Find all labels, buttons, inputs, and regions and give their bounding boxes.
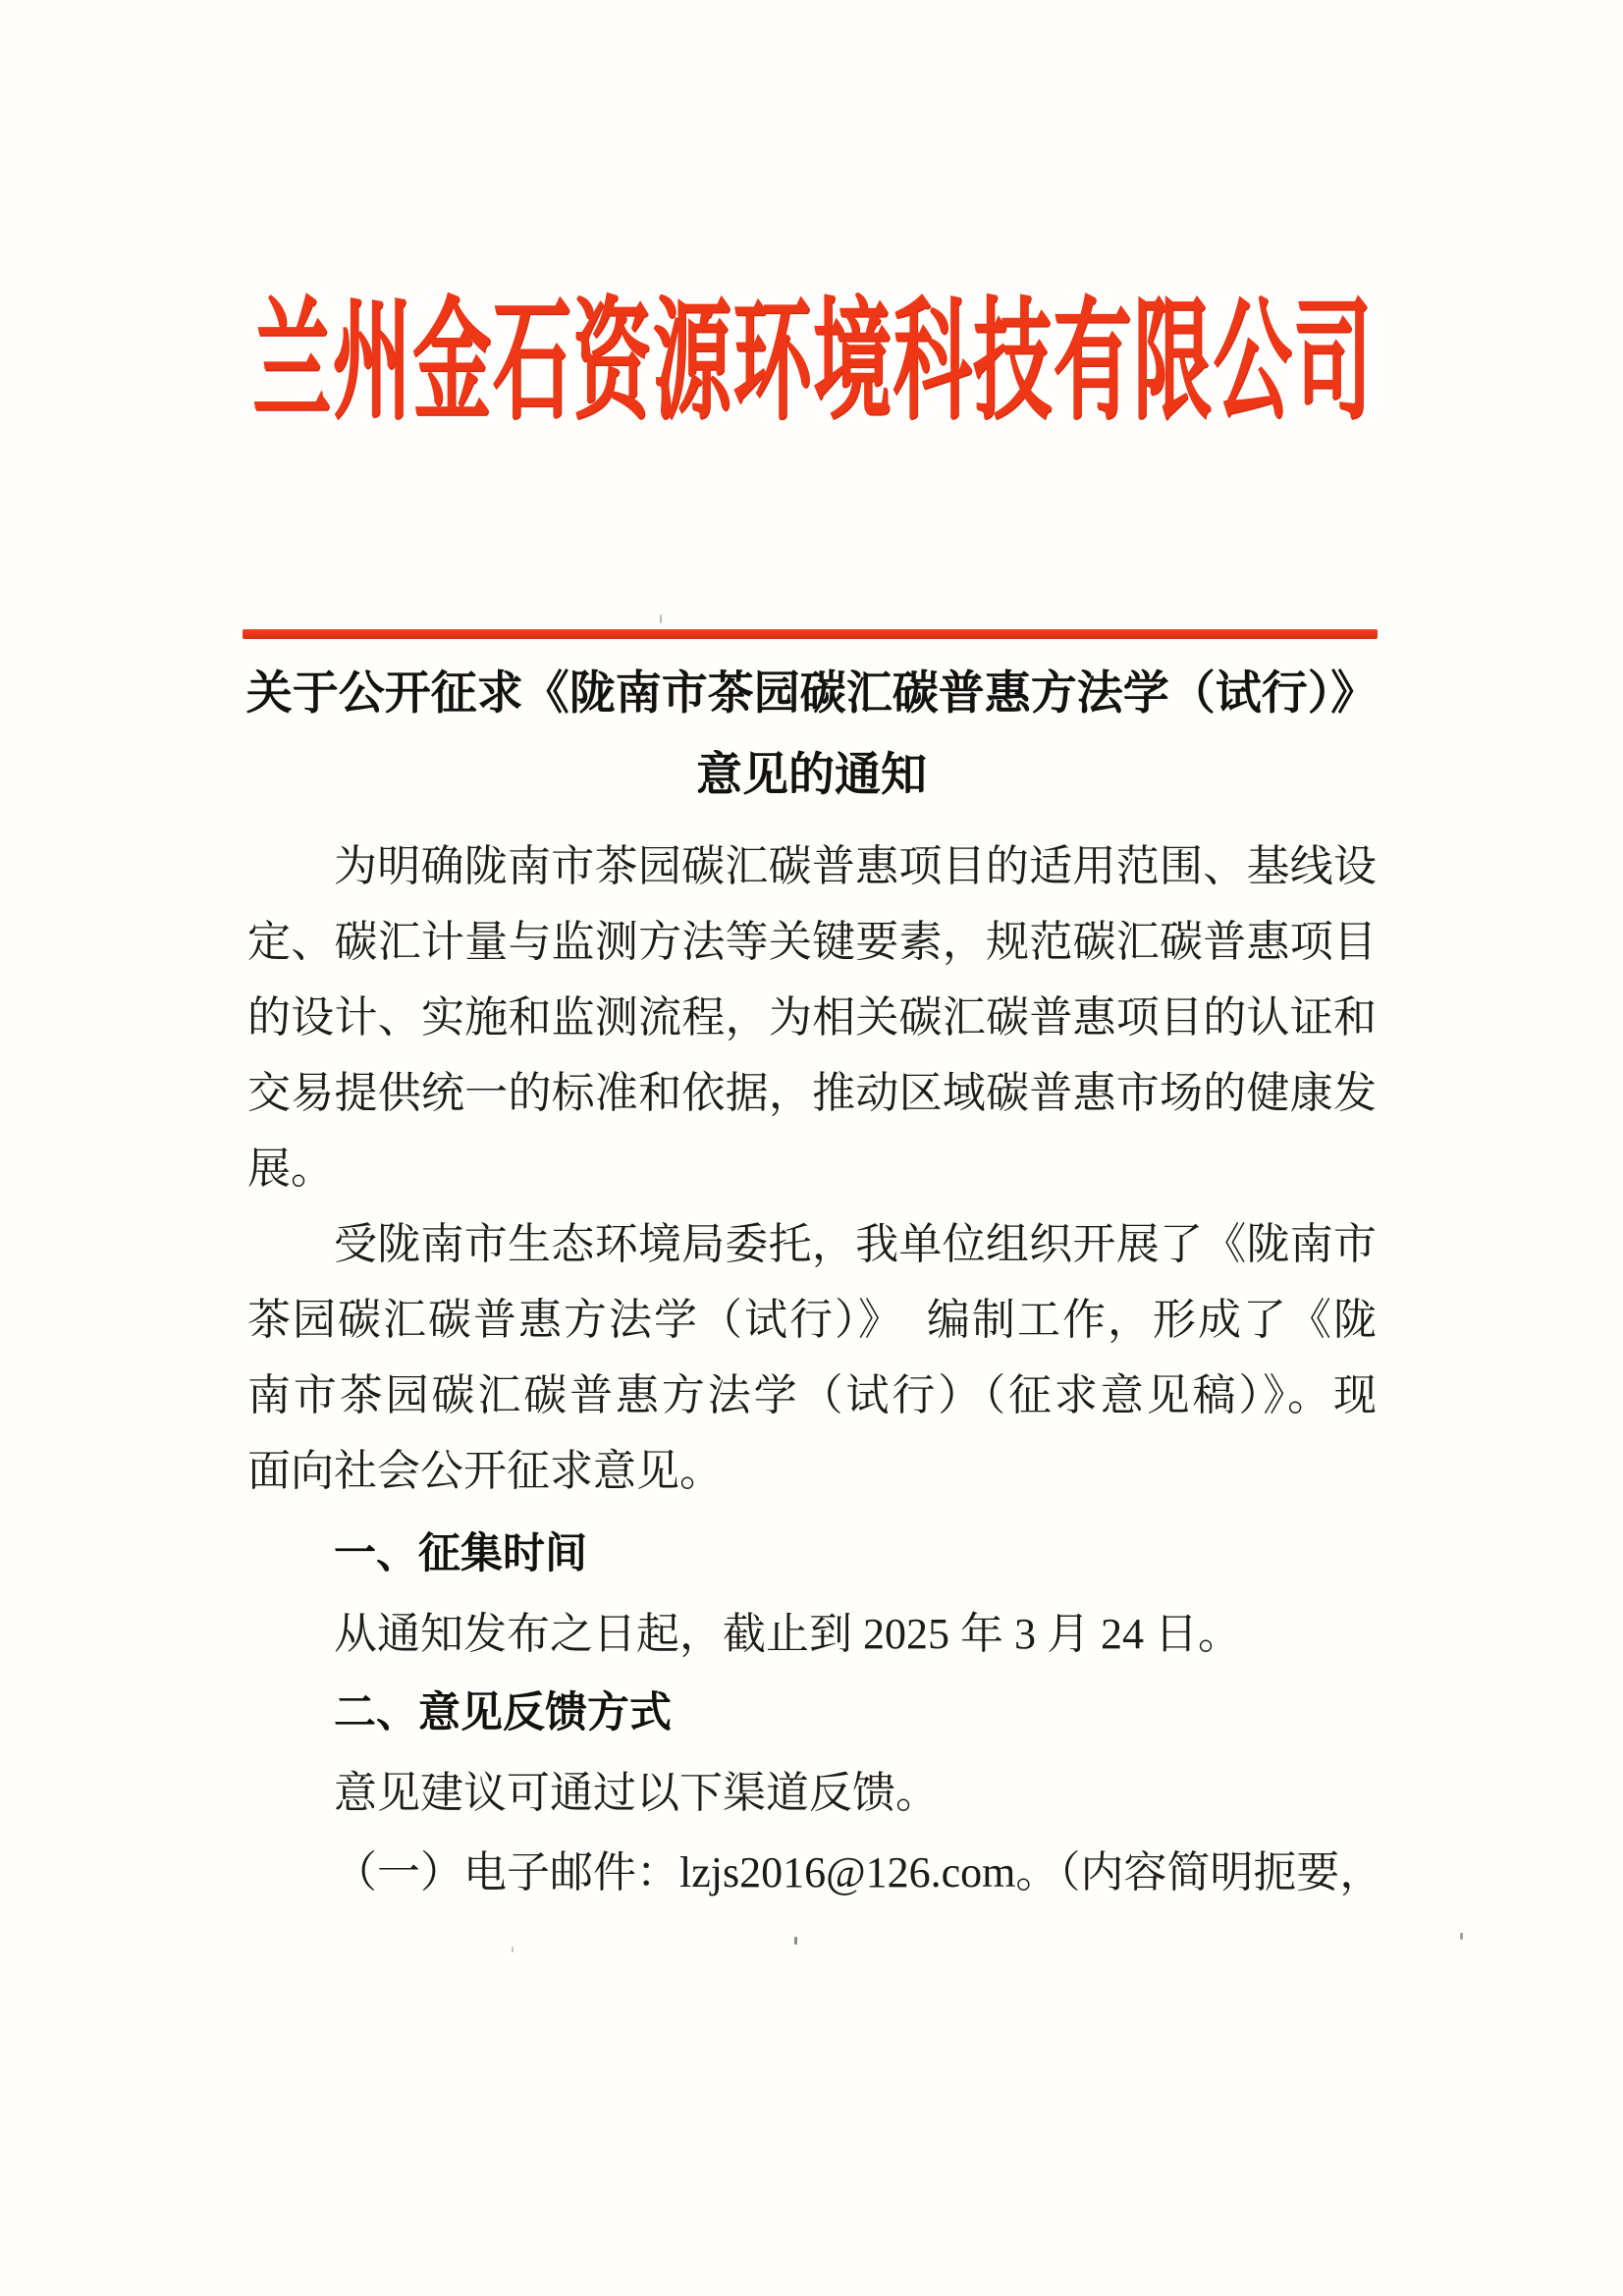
scan-speck xyxy=(1460,1933,1463,1940)
body-line: 交易提供统一的标准和依据，推动区域碳普惠市场的健康发 xyxy=(247,1069,1377,1117)
body-line: 定、碳汇计量与监测方法等关键要素，规范碳汇碳普惠项目 xyxy=(247,918,1377,966)
email-contact-line: （一）电子邮件：lzjs2016@126.com。（内容简明扼要， xyxy=(334,1848,1383,1896)
notice-body xyxy=(247,828,1383,1912)
company-letterhead xyxy=(252,291,1372,436)
notice-title-line-2: 意见的通知 xyxy=(696,750,927,801)
body-line: 面向社会公开征求意见。 xyxy=(247,1447,723,1495)
feedback-channels-line: 意见建议可通过以下渠道反馈。 xyxy=(334,1769,939,1817)
collection-deadline-line: 从通知发布之日起，截止到 2025 年 3 月 24 日。 xyxy=(334,1610,1241,1658)
body-line: 茶园碳汇碳普惠方法学（试行）》 编制工作，形成了《陇 xyxy=(247,1296,1377,1344)
letterhead-divider-line xyxy=(243,629,1378,639)
notice-title-line-1: 关于公开征求《陇南市茶园碳汇碳普惠方法学（试行）》 xyxy=(245,668,1378,720)
scan-speck xyxy=(794,1937,797,1945)
body-line: 受陇南市生态环境局委托，我单位组织开展了《陇南市 xyxy=(334,1220,1377,1268)
body-line: 南市茶园碳汇碳普惠方法学（试行）（征求意见稿）》。现 xyxy=(247,1371,1377,1419)
section-heading-feedback-method: 二、意见反馈方式 xyxy=(334,1689,672,1736)
scan-speck xyxy=(512,1947,514,1952)
notice-title xyxy=(245,654,1378,817)
body-line: 的设计、实施和监测流程，为相关碳汇碳普惠项目的认证和 xyxy=(247,993,1377,1041)
scan-speck xyxy=(660,614,662,623)
body-line: 为明确陇南市茶园碳汇碳普惠项目的适用范围、基线设 xyxy=(334,842,1377,890)
company-name: 兰 州 金 石 资 源 环 境 科 技 有 限 公 司 xyxy=(252,291,1372,436)
body-line: 展。 xyxy=(247,1145,334,1193)
section-heading-collection-time: 一、征集时间 xyxy=(334,1530,587,1577)
